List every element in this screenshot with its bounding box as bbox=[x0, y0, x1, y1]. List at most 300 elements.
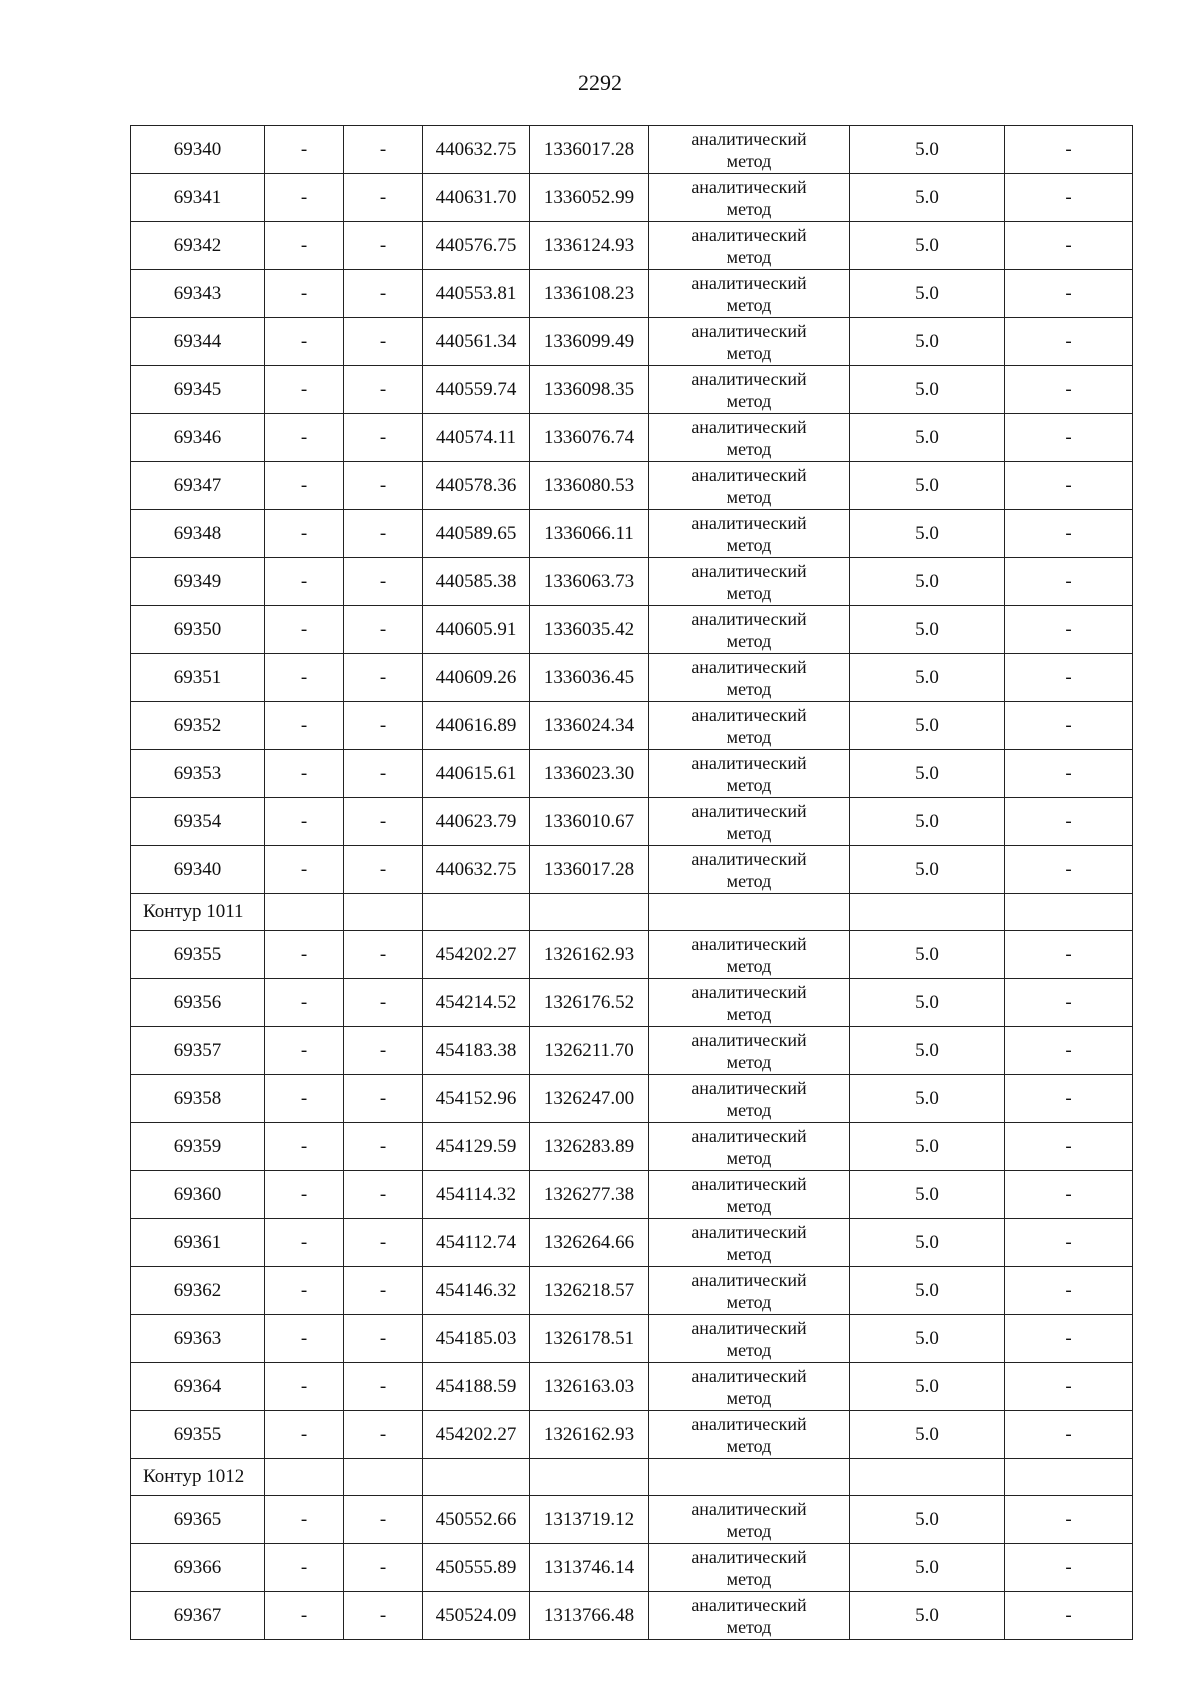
dash-cell: - bbox=[1005, 1363, 1133, 1411]
dash-cell: - bbox=[344, 558, 423, 606]
point-number-cell: 69348 bbox=[131, 510, 265, 558]
method-cell bbox=[649, 414, 850, 462]
method-line-1: аналитический bbox=[691, 800, 807, 821]
y-coordinate-cell: 1313766.48 bbox=[530, 1592, 649, 1640]
dash-cell: - bbox=[1005, 931, 1133, 979]
x-coordinate-cell: 440578.36 bbox=[423, 462, 530, 510]
method-line-1: аналитический bbox=[691, 1269, 807, 1290]
dash-cell: - bbox=[344, 1315, 423, 1363]
dash-cell: - bbox=[265, 798, 344, 846]
dash-cell: - bbox=[1005, 462, 1133, 510]
dash-cell: - bbox=[1005, 798, 1133, 846]
dash-cell: - bbox=[265, 1411, 344, 1459]
point-number-cell: 69346 bbox=[131, 414, 265, 462]
dash-cell: - bbox=[1005, 1496, 1133, 1544]
method-line-1: аналитический bbox=[691, 1594, 807, 1615]
x-coordinate-cell: 450552.66 bbox=[423, 1496, 530, 1544]
dash-cell: - bbox=[265, 558, 344, 606]
dash-cell: - bbox=[265, 654, 344, 702]
method-line-1: аналитический bbox=[691, 1221, 807, 1242]
contour-header-row bbox=[131, 1459, 1133, 1496]
method-cell bbox=[649, 798, 850, 846]
method-line-1: аналитический bbox=[691, 1546, 807, 1567]
point-number-cell: 69355 bbox=[131, 1411, 265, 1459]
point-number-cell: 69365 bbox=[131, 1496, 265, 1544]
method-cell bbox=[649, 1027, 850, 1075]
method-line-1: аналитический bbox=[691, 1365, 807, 1386]
method-line-2: метод bbox=[726, 1435, 772, 1456]
point-number-cell: 69355 bbox=[131, 931, 265, 979]
x-coordinate-cell: 454146.32 bbox=[423, 1267, 530, 1315]
point-number-cell: 69364 bbox=[131, 1363, 265, 1411]
x-coordinate-cell: 440609.26 bbox=[423, 654, 530, 702]
dash-cell: - bbox=[1005, 1315, 1133, 1363]
dash-cell: - bbox=[265, 462, 344, 510]
accuracy-cell: 5.0 bbox=[850, 126, 1005, 174]
method-cell bbox=[649, 510, 850, 558]
point-number-cell: 69362 bbox=[131, 1267, 265, 1315]
point-number-cell: 69344 bbox=[131, 318, 265, 366]
method-line-2: метод bbox=[726, 678, 772, 699]
accuracy-cell: 5.0 bbox=[850, 1075, 1005, 1123]
accuracy-cell: 5.0 bbox=[850, 558, 1005, 606]
empty-cell bbox=[423, 894, 530, 931]
dash-cell: - bbox=[265, 1544, 344, 1592]
method-line-2: метод bbox=[726, 342, 772, 363]
dash-cell: - bbox=[265, 510, 344, 558]
dash-cell: - bbox=[344, 654, 423, 702]
dash-cell: - bbox=[265, 1363, 344, 1411]
accuracy-cell: 5.0 bbox=[850, 174, 1005, 222]
point-number-cell: 69345 bbox=[131, 366, 265, 414]
x-coordinate-cell: 454202.27 bbox=[423, 931, 530, 979]
dash-cell: - bbox=[344, 1219, 423, 1267]
method-line-2: метод bbox=[726, 1051, 772, 1072]
table-row bbox=[131, 414, 1133, 462]
x-coordinate-cell: 440576.75 bbox=[423, 222, 530, 270]
point-number-cell: 69342 bbox=[131, 222, 265, 270]
method-cell bbox=[649, 979, 850, 1027]
dash-cell: - bbox=[265, 174, 344, 222]
point-number-cell: 69363 bbox=[131, 1315, 265, 1363]
accuracy-cell: 5.0 bbox=[850, 1544, 1005, 1592]
dash-cell: - bbox=[1005, 222, 1133, 270]
accuracy-cell: 5.0 bbox=[850, 1123, 1005, 1171]
y-coordinate-cell: 1336010.67 bbox=[530, 798, 649, 846]
method-line-2: метод bbox=[726, 582, 772, 603]
dash-cell: - bbox=[1005, 414, 1133, 462]
accuracy-cell: 5.0 bbox=[850, 1496, 1005, 1544]
point-number-cell: 69343 bbox=[131, 270, 265, 318]
method-cell bbox=[649, 1315, 850, 1363]
method-cell bbox=[649, 702, 850, 750]
dash-cell: - bbox=[344, 750, 423, 798]
dash-cell: - bbox=[1005, 702, 1133, 750]
point-number-cell: 69366 bbox=[131, 1544, 265, 1592]
method-cell bbox=[649, 366, 850, 414]
method-line-1: аналитический bbox=[691, 512, 807, 533]
x-coordinate-cell: 440574.11 bbox=[423, 414, 530, 462]
table-row bbox=[131, 1075, 1133, 1123]
method-line-2: метод bbox=[726, 726, 772, 747]
dash-cell: - bbox=[265, 979, 344, 1027]
dash-cell: - bbox=[344, 270, 423, 318]
dash-cell: - bbox=[344, 979, 423, 1027]
method-cell bbox=[649, 1496, 850, 1544]
dash-cell: - bbox=[344, 702, 423, 750]
table-row bbox=[131, 222, 1133, 270]
dash-cell: - bbox=[1005, 1027, 1133, 1075]
dash-cell: - bbox=[344, 1544, 423, 1592]
y-coordinate-cell: 1336099.49 bbox=[530, 318, 649, 366]
accuracy-cell: 5.0 bbox=[850, 1411, 1005, 1459]
method-line-2: метод bbox=[726, 198, 772, 219]
accuracy-cell: 5.0 bbox=[850, 798, 1005, 846]
x-coordinate-cell: 454129.59 bbox=[423, 1123, 530, 1171]
x-coordinate-cell: 440553.81 bbox=[423, 270, 530, 318]
x-coordinate-cell: 440589.65 bbox=[423, 510, 530, 558]
table-row bbox=[131, 1315, 1133, 1363]
x-coordinate-cell: 454188.59 bbox=[423, 1363, 530, 1411]
method-line-1: аналитический bbox=[691, 1413, 807, 1434]
dash-cell: - bbox=[344, 1411, 423, 1459]
method-line-2: метод bbox=[726, 822, 772, 843]
point-number-cell: 69349 bbox=[131, 558, 265, 606]
contour-header-row bbox=[131, 894, 1133, 931]
method-line-1: аналитический bbox=[691, 1498, 807, 1519]
x-coordinate-cell: 440632.75 bbox=[423, 846, 530, 894]
dash-cell: - bbox=[344, 1075, 423, 1123]
method-line-2: метод bbox=[726, 1147, 772, 1168]
accuracy-cell: 5.0 bbox=[850, 318, 1005, 366]
y-coordinate-cell: 1326283.89 bbox=[530, 1123, 649, 1171]
method-line-2: метод bbox=[726, 438, 772, 459]
method-cell bbox=[649, 174, 850, 222]
contour-label: Контур 1011 bbox=[131, 894, 265, 931]
table-row bbox=[131, 1171, 1133, 1219]
method-cell bbox=[649, 606, 850, 654]
dash-cell: - bbox=[265, 1171, 344, 1219]
accuracy-cell: 5.0 bbox=[850, 750, 1005, 798]
method-line-1: аналитический bbox=[691, 128, 807, 149]
method-line-1: аналитический bbox=[691, 1173, 807, 1194]
empty-cell bbox=[649, 894, 850, 931]
accuracy-cell: 5.0 bbox=[850, 979, 1005, 1027]
dash-cell: - bbox=[1005, 1411, 1133, 1459]
y-coordinate-cell: 1326277.38 bbox=[530, 1171, 649, 1219]
method-line-1: аналитический bbox=[691, 656, 807, 677]
method-line-2: метод bbox=[726, 1616, 772, 1637]
method-cell bbox=[649, 1075, 850, 1123]
y-coordinate-cell: 1336035.42 bbox=[530, 606, 649, 654]
point-number-cell: 69347 bbox=[131, 462, 265, 510]
y-coordinate-cell: 1336036.45 bbox=[530, 654, 649, 702]
table-row bbox=[131, 558, 1133, 606]
method-line-1: аналитический bbox=[691, 933, 807, 954]
point-number-cell: 69357 bbox=[131, 1027, 265, 1075]
dash-cell: - bbox=[344, 1496, 423, 1544]
dash-cell: - bbox=[265, 1496, 344, 1544]
accuracy-cell: 5.0 bbox=[850, 1219, 1005, 1267]
dash-cell: - bbox=[344, 1027, 423, 1075]
method-line-1: аналитический bbox=[691, 224, 807, 245]
dash-cell: - bbox=[265, 1123, 344, 1171]
point-number-cell: 69358 bbox=[131, 1075, 265, 1123]
x-coordinate-cell: 454114.32 bbox=[423, 1171, 530, 1219]
empty-cell bbox=[530, 894, 649, 931]
table-row bbox=[131, 126, 1133, 174]
dash-cell: - bbox=[265, 606, 344, 654]
dash-cell: - bbox=[344, 126, 423, 174]
table-row bbox=[131, 318, 1133, 366]
accuracy-cell: 5.0 bbox=[850, 414, 1005, 462]
empty-cell bbox=[344, 1459, 423, 1496]
y-coordinate-cell: 1336066.11 bbox=[530, 510, 649, 558]
method-line-2: метод bbox=[726, 246, 772, 267]
dash-cell: - bbox=[1005, 654, 1133, 702]
table-row bbox=[131, 1123, 1133, 1171]
table-row bbox=[131, 1544, 1133, 1592]
method-line-2: метод bbox=[726, 1568, 772, 1589]
method-line-1: аналитический bbox=[691, 1077, 807, 1098]
table-row bbox=[131, 1027, 1133, 1075]
table-row bbox=[131, 979, 1133, 1027]
method-line-2: метод bbox=[726, 486, 772, 507]
method-line-1: аналитический bbox=[691, 560, 807, 581]
y-coordinate-cell: 1336124.93 bbox=[530, 222, 649, 270]
empty-cell bbox=[850, 1459, 1005, 1496]
y-coordinate-cell: 1336017.28 bbox=[530, 846, 649, 894]
table-row bbox=[131, 846, 1133, 894]
table-row bbox=[131, 798, 1133, 846]
table-row bbox=[131, 510, 1133, 558]
dash-cell: - bbox=[265, 1267, 344, 1315]
dash-cell: - bbox=[265, 846, 344, 894]
dash-cell: - bbox=[265, 750, 344, 798]
dash-cell: - bbox=[265, 702, 344, 750]
x-coordinate-cell: 440623.79 bbox=[423, 798, 530, 846]
dash-cell: - bbox=[1005, 126, 1133, 174]
x-coordinate-cell: 454183.38 bbox=[423, 1027, 530, 1075]
method-cell bbox=[649, 1123, 850, 1171]
accuracy-cell: 5.0 bbox=[850, 1315, 1005, 1363]
page-number: 2292 bbox=[578, 70, 622, 95]
x-coordinate-cell: 440615.61 bbox=[423, 750, 530, 798]
table-row bbox=[131, 366, 1133, 414]
x-coordinate-cell: 440632.75 bbox=[423, 126, 530, 174]
table-row bbox=[131, 1363, 1133, 1411]
method-cell bbox=[649, 126, 850, 174]
dash-cell: - bbox=[265, 1027, 344, 1075]
y-coordinate-cell: 1326211.70 bbox=[530, 1027, 649, 1075]
dash-cell: - bbox=[265, 1219, 344, 1267]
dash-cell: - bbox=[1005, 750, 1133, 798]
dash-cell: - bbox=[344, 1267, 423, 1315]
point-number-cell: 69341 bbox=[131, 174, 265, 222]
table-row bbox=[131, 462, 1133, 510]
x-coordinate-cell: 454214.52 bbox=[423, 979, 530, 1027]
y-coordinate-cell: 1336023.30 bbox=[530, 750, 649, 798]
point-number-cell: 69361 bbox=[131, 1219, 265, 1267]
dash-cell: - bbox=[1005, 510, 1133, 558]
method-line-2: метод bbox=[726, 1520, 772, 1541]
accuracy-cell: 5.0 bbox=[850, 1171, 1005, 1219]
method-line-1: аналитический bbox=[691, 752, 807, 773]
dash-cell: - bbox=[344, 1123, 423, 1171]
empty-cell bbox=[530, 1459, 649, 1496]
coordinates-table bbox=[130, 125, 1133, 1640]
empty-cell bbox=[423, 1459, 530, 1496]
method-line-1: аналитический bbox=[691, 416, 807, 437]
dash-cell: - bbox=[1005, 1592, 1133, 1640]
accuracy-cell: 5.0 bbox=[850, 1267, 1005, 1315]
point-number-cell: 69367 bbox=[131, 1592, 265, 1640]
y-coordinate-cell: 1313746.14 bbox=[530, 1544, 649, 1592]
method-line-2: метод bbox=[726, 1339, 772, 1360]
accuracy-cell: 5.0 bbox=[850, 270, 1005, 318]
method-cell bbox=[649, 1219, 850, 1267]
dash-cell: - bbox=[265, 1315, 344, 1363]
x-coordinate-cell: 440605.91 bbox=[423, 606, 530, 654]
accuracy-cell: 5.0 bbox=[850, 510, 1005, 558]
method-line-1: аналитический bbox=[691, 981, 807, 1002]
empty-cell bbox=[1005, 894, 1133, 931]
method-cell bbox=[649, 1592, 850, 1640]
method-line-1: аналитический bbox=[691, 368, 807, 389]
point-number-cell: 69350 bbox=[131, 606, 265, 654]
accuracy-cell: 5.0 bbox=[850, 702, 1005, 750]
dash-cell: - bbox=[1005, 846, 1133, 894]
method-cell bbox=[649, 1363, 850, 1411]
method-line-2: метод bbox=[726, 1291, 772, 1312]
x-coordinate-cell: 440561.34 bbox=[423, 318, 530, 366]
y-coordinate-cell: 1336108.23 bbox=[530, 270, 649, 318]
y-coordinate-cell: 1336080.53 bbox=[530, 462, 649, 510]
method-cell bbox=[649, 1267, 850, 1315]
dash-cell: - bbox=[344, 174, 423, 222]
x-coordinate-cell: 454152.96 bbox=[423, 1075, 530, 1123]
accuracy-cell: 5.0 bbox=[850, 1592, 1005, 1640]
empty-cell bbox=[265, 894, 344, 931]
dash-cell: - bbox=[1005, 174, 1133, 222]
y-coordinate-cell: 1326218.57 bbox=[530, 1267, 649, 1315]
dash-cell: - bbox=[344, 1171, 423, 1219]
x-coordinate-cell: 454202.27 bbox=[423, 1411, 530, 1459]
dash-cell: - bbox=[1005, 1267, 1133, 1315]
point-number-cell: 69340 bbox=[131, 846, 265, 894]
dash-cell: - bbox=[1005, 270, 1133, 318]
empty-cell bbox=[649, 1459, 850, 1496]
table-row bbox=[131, 1592, 1133, 1640]
y-coordinate-cell: 1336098.35 bbox=[530, 366, 649, 414]
method-line-1: аналитический bbox=[691, 1029, 807, 1050]
dash-cell: - bbox=[344, 931, 423, 979]
accuracy-cell: 5.0 bbox=[850, 654, 1005, 702]
method-cell bbox=[649, 1171, 850, 1219]
dash-cell: - bbox=[344, 798, 423, 846]
table-row bbox=[131, 702, 1133, 750]
method-line-1: аналитический bbox=[691, 464, 807, 485]
method-line-1: аналитический bbox=[691, 848, 807, 869]
table-row bbox=[131, 174, 1133, 222]
y-coordinate-cell: 1326162.93 bbox=[530, 931, 649, 979]
method-line-2: метод bbox=[726, 1003, 772, 1024]
method-line-1: аналитический bbox=[691, 320, 807, 341]
accuracy-cell: 5.0 bbox=[850, 931, 1005, 979]
point-number-cell: 69359 bbox=[131, 1123, 265, 1171]
method-line-2: метод bbox=[726, 1387, 772, 1408]
accuracy-cell: 5.0 bbox=[850, 222, 1005, 270]
dash-cell: - bbox=[1005, 558, 1133, 606]
x-coordinate-cell: 440585.38 bbox=[423, 558, 530, 606]
method-cell bbox=[649, 318, 850, 366]
y-coordinate-cell: 1326264.66 bbox=[530, 1219, 649, 1267]
dash-cell: - bbox=[265, 366, 344, 414]
dash-cell: - bbox=[265, 126, 344, 174]
method-line-2: метод bbox=[726, 1195, 772, 1216]
method-cell bbox=[649, 931, 850, 979]
accuracy-cell: 5.0 bbox=[850, 846, 1005, 894]
point-number-cell: 69353 bbox=[131, 750, 265, 798]
y-coordinate-cell: 1313719.12 bbox=[530, 1496, 649, 1544]
x-coordinate-cell: 440631.70 bbox=[423, 174, 530, 222]
dash-cell: - bbox=[265, 270, 344, 318]
method-line-1: аналитический bbox=[691, 1317, 807, 1338]
method-line-1: аналитический bbox=[691, 1125, 807, 1146]
dash-cell: - bbox=[344, 606, 423, 654]
table-row bbox=[131, 1496, 1133, 1544]
method-line-2: метод bbox=[726, 294, 772, 315]
accuracy-cell: 5.0 bbox=[850, 1363, 1005, 1411]
y-coordinate-cell: 1336024.34 bbox=[530, 702, 649, 750]
dash-cell: - bbox=[1005, 1544, 1133, 1592]
dash-cell: - bbox=[344, 318, 423, 366]
x-coordinate-cell: 440616.89 bbox=[423, 702, 530, 750]
method-cell bbox=[649, 1411, 850, 1459]
y-coordinate-cell: 1326178.51 bbox=[530, 1315, 649, 1363]
method-line-2: метод bbox=[726, 534, 772, 555]
dash-cell: - bbox=[1005, 979, 1133, 1027]
method-line-1: аналитический bbox=[691, 176, 807, 197]
method-cell bbox=[649, 1544, 850, 1592]
method-line-2: метод bbox=[726, 955, 772, 976]
dash-cell: - bbox=[265, 318, 344, 366]
y-coordinate-cell: 1326163.03 bbox=[530, 1363, 649, 1411]
method-line-1: аналитический bbox=[691, 272, 807, 293]
dash-cell: - bbox=[265, 1075, 344, 1123]
method-line-1: аналитический bbox=[691, 704, 807, 725]
dash-cell: - bbox=[265, 931, 344, 979]
y-coordinate-cell: 1336063.73 bbox=[530, 558, 649, 606]
dash-cell: - bbox=[1005, 366, 1133, 414]
method-cell bbox=[649, 462, 850, 510]
dash-cell: - bbox=[1005, 318, 1133, 366]
y-coordinate-cell: 1326247.00 bbox=[530, 1075, 649, 1123]
table-row bbox=[131, 270, 1133, 318]
dash-cell: - bbox=[1005, 1075, 1133, 1123]
dash-cell: - bbox=[344, 1363, 423, 1411]
accuracy-cell: 5.0 bbox=[850, 1027, 1005, 1075]
accuracy-cell: 5.0 bbox=[850, 606, 1005, 654]
method-cell bbox=[649, 654, 850, 702]
point-number-cell: 69352 bbox=[131, 702, 265, 750]
table-row bbox=[131, 606, 1133, 654]
dash-cell: - bbox=[265, 1592, 344, 1640]
dash-cell: - bbox=[344, 366, 423, 414]
method-line-2: метод bbox=[726, 1099, 772, 1120]
method-cell bbox=[649, 750, 850, 798]
method-line-2: метод bbox=[726, 390, 772, 411]
